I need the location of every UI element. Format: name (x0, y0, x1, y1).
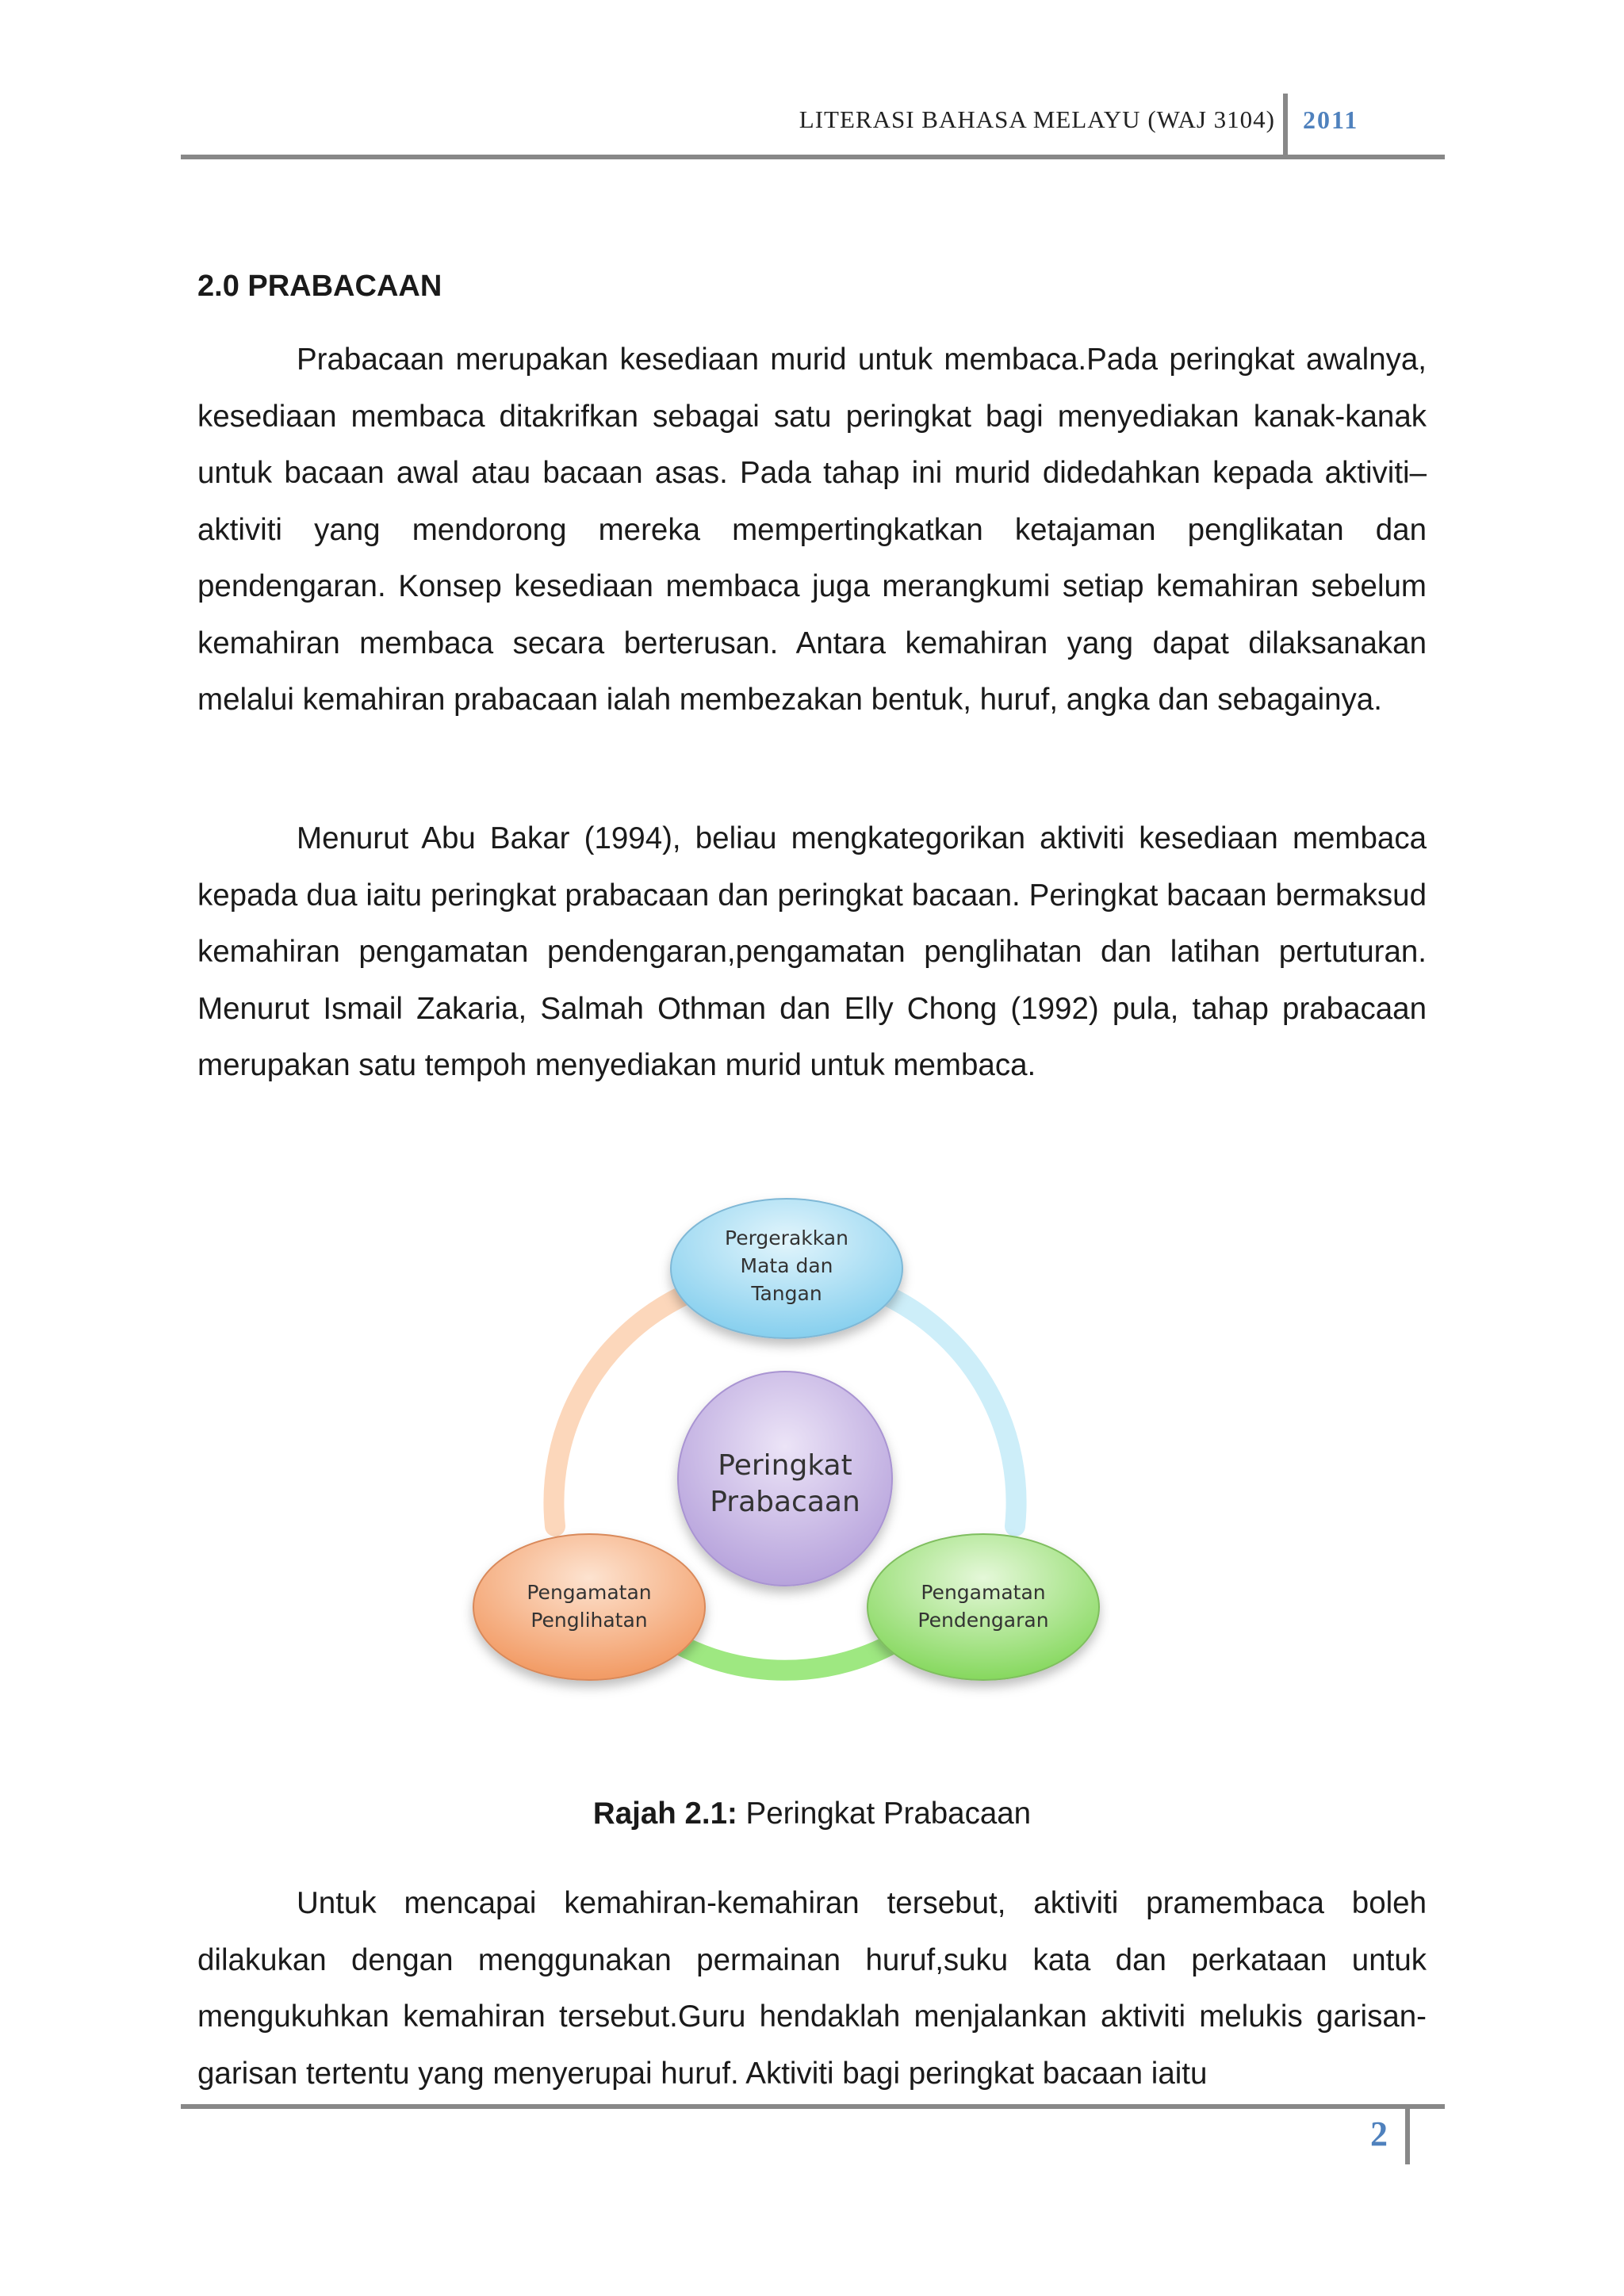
arc-left (553, 1296, 682, 1526)
prabacaan-cycle-diagram (460, 1193, 1110, 1732)
header-rule (181, 155, 1445, 159)
arc-top-right (888, 1296, 1017, 1526)
paragraph-2: Menurut Abu Bakar (1994), beliau mengkategorikan aktiviti kesediaan membaca kepada dua iaitu peringkat prabacaan dan peringkat bacaan. Peringkat bacaan bermaksud kemahiran pengamatan pendengaran,pengamatan penglihatan dan latihan pertuturan. Menurut Ismail Zakaria, Salmah Othman dan Elly Chong (1992) pula, tahap prabacaan merupakan satu tempoh menyediakan murid untuk membaca. (197, 821, 1427, 1082)
right-label-line-1: Pengamatan (921, 1581, 1046, 1604)
left-label-line-1: Pengamatan (527, 1581, 652, 1604)
center-label-line-2: Prabacaan (710, 1486, 860, 1518)
left-node (473, 1534, 705, 1680)
page-number: 2 (1370, 2114, 1388, 2153)
right-label-line-2: Pendengaran (917, 1609, 1049, 1632)
header-year: 2011 (1303, 105, 1359, 134)
figure-caption (0, 1797, 1624, 1831)
left-label-line-2: Penglihatan (530, 1609, 648, 1632)
footer-divider (1405, 2106, 1410, 2164)
arc-bottom (666, 1637, 904, 1670)
paragraph-1: Prabacaan merupakan kesediaan murid untuk membaca.Pada peringkat awalnya, kesediaan membaca ditakrifkan sebagai satu peringkat bagi menyediakan kanak-kanak untuk bacaan awal atau bacaan asas. Pada tahap ini murid didedahkan kepada aktiviti–aktiviti yang mendorong mereka mempertingkatkan ketajaman penglikatan dan pendengaran. Konsep kesediaan membaca juga merangkumi setiap kemahiran sebelum kemahiran membaca secara berterusan. Antara kemahiran yang dapat dilaksanakan melalui kemahiran prabacaan ialah membezakan bentuk, huruf, angka dan sebagainya. (197, 342, 1427, 717)
section-heading: 2.0 PRABACAAN (197, 270, 442, 303)
right-node (868, 1534, 1099, 1680)
paragraph-3: Untuk mencapai kemahiran-kemahiran tersebut, aktiviti pramembaca boleh dilakukan dengan menggunakan permainan huruf,suku kata dan perkataan untuk mengukuhkan kemahiran tersebut.Guru hendaklah menjalankan aktiviti melukis garisan-garisan tertentu yang menyerupai huruf. Aktiviti bagi peringkat bacaan iaitu (197, 1886, 1427, 2091)
top-label-line-3: Tangan (751, 1282, 822, 1305)
footer-rule (181, 2104, 1445, 2109)
header-divider (1283, 94, 1288, 159)
top-label-line-2: Mata dan (740, 1254, 833, 1277)
header-title: LITERASI BAHASA MELAYU (WAJ 3104) (799, 105, 1275, 133)
top-label-line-1: Pergerakkan (725, 1226, 848, 1249)
center-label-line-1: Peringkat (718, 1449, 852, 1482)
caption-text: Peringkat Prabacaan (737, 1797, 1032, 1831)
caption-label: Rajah 2.1: (592, 1797, 737, 1831)
